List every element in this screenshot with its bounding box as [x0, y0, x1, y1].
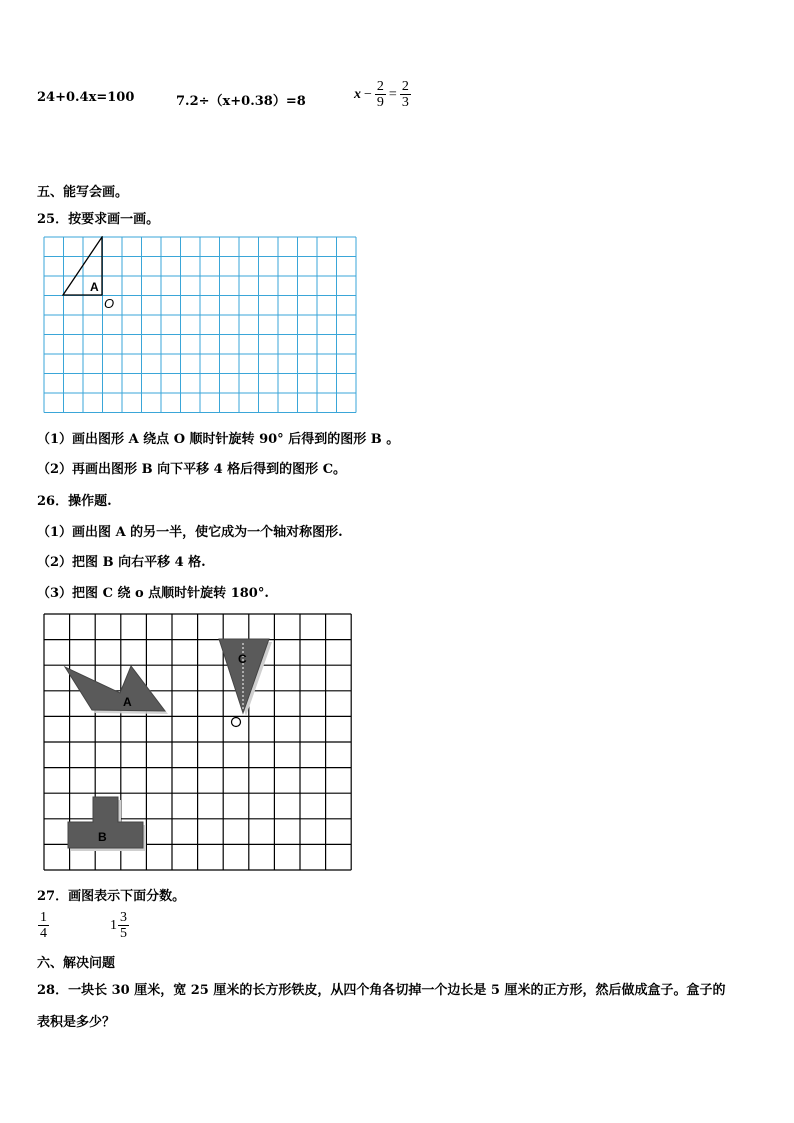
eq3-right-den: 3: [401, 95, 409, 110]
q25-title: 25．按要求画一画。: [37, 212, 160, 227]
eq3-var: x: [354, 86, 361, 102]
eq3-op: −: [364, 86, 372, 102]
eq3-left-num: 2: [376, 79, 384, 94]
section6-title: 六、解决问题: [37, 956, 116, 971]
q27-f2-den: 5: [120, 926, 127, 941]
shape-a-label: A: [90, 280, 99, 294]
q26-grid-figure: [43, 609, 355, 875]
q26-part2: （2）把图 B 向右平移 4 格.: [37, 555, 206, 570]
shape-c-label: C: [238, 652, 247, 666]
point-o-label: O: [104, 296, 115, 311]
shape-b-label: B: [98, 830, 107, 844]
eq3-right-num: 2: [401, 79, 409, 94]
q25-part2: （2）再画出图形 B 向下平移 4 格后得到的图形 C。: [37, 462, 347, 477]
q26-part3: （3）把图 C 绕 o 点顺时针旋转 180°.: [37, 586, 269, 601]
q27-f1-den: 4: [40, 926, 47, 941]
q27-fraction-2: [110, 910, 129, 941]
q27-f1-num: 1: [40, 910, 47, 925]
q27-f2-whole: 1: [110, 917, 117, 933]
shape-a: [65, 666, 165, 711]
shape-a-label-26: A: [123, 695, 132, 709]
q26-part1: （1）画出图 A 的另一半，使它成为一个轴对称图形.: [37, 525, 343, 540]
eq3-right-fraction: [400, 79, 411, 110]
point-o-circle: [232, 718, 241, 727]
q28-line2: 表积是多少？: [37, 1015, 116, 1030]
q28-line1: 28．一块长 30 厘米，宽 25 厘米的长方形铁皮，从四个角各切掉一个边长是 5 厘米的正方形，然后做成盒子。盒子的: [37, 983, 726, 998]
shape-c: [219, 639, 269, 713]
q25-grid: [44, 237, 356, 413]
eq3-left-fraction: [375, 79, 386, 110]
eq3-left-den: 9: [376, 95, 384, 110]
section5-title: 五、能写会画。: [37, 185, 129, 200]
q25-part1: [37, 428, 399, 447]
q25-part1-text: （1）画出图形 A 绕点 O 顺时针旋转 90° 后得到的图形 B 。: [37, 432, 400, 447]
q25-grid-figure: [43, 236, 361, 414]
eq3-equals: =: [388, 86, 397, 102]
q26-title: 26．操作题.: [37, 494, 112, 509]
equation-2: 7.2÷（x+0.38）=8: [176, 94, 306, 109]
equation-1: 24+0.4x=100: [37, 90, 135, 105]
q27-fraction-1: [38, 910, 49, 941]
q27-f2-num: 3: [120, 910, 127, 925]
q27-title: 27．画图表示下面分数。: [37, 889, 186, 904]
equation-3: [354, 79, 411, 110]
